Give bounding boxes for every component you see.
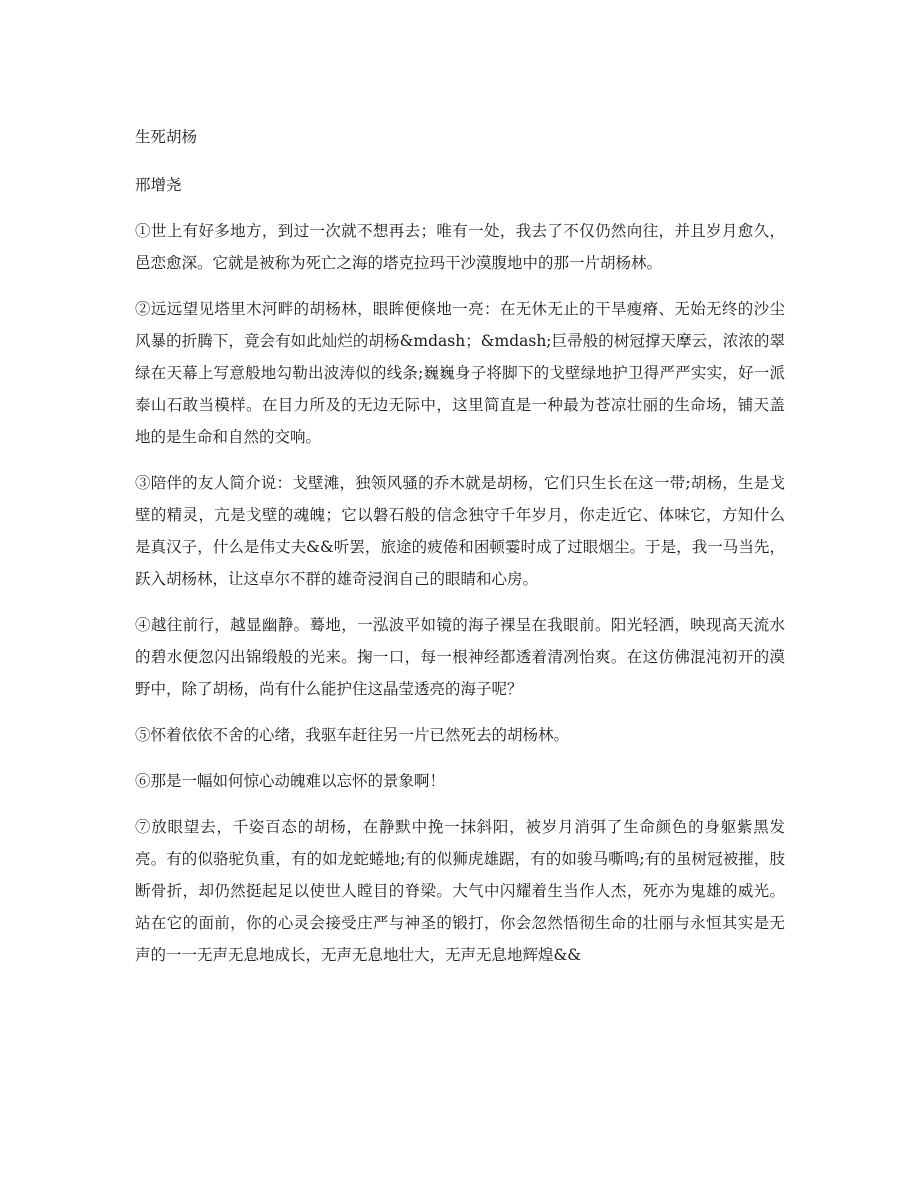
- paragraph-1: ①世上有好多地方，到过一次就不想再去；唯有一处，我去了不仅仍然向往，并且岁月愈久，邑恋愈深。它就是被称为死亡之海的塔克拉玛干沙漠腹地中的那一片胡杨林。: [135, 222, 785, 272]
- article-title: 生死胡杨: [135, 128, 198, 146]
- paragraph-3: ③陪伴的友人简介说：戈壁滩，独领风骚的乔木就是胡杨，它们只生长在这一带;胡杨，生是戈壁的精灵，亢是戈壁的魂魄；它以磐石般的信念独守千年岁月，你走近它、体味它，方知什么是真汉子，什么是伟丈夫&&听罢，旅途的疲倦和困顿霎时成了过眼烟尘。于是，我一马当先，跃入胡杨林，让这卓尔不群的雄奇浸润自己的眼睛和心房。: [135, 474, 785, 588]
- paragraph-6: ⑥那是一幅如何惊心动魄难以忘怀的景象啊！: [135, 772, 446, 790]
- paragraph-5: ⑤怀着依依不舍的心绪，我驱车赶往另一片已然死去的胡杨林。: [135, 726, 570, 744]
- paragraph-2: ②远远望见塔里木河畔的胡杨林，眼眸便倏地一亮：在无休无止的干旱瘦瘠、无始无终的沙尘风暴的折腾下，竟会有如此灿烂的胡杨&mdash；&mdash;巨帚般的树冠撑天摩云，浓浓的翠绿在天幕上写意般地勾勒出波涛似的线条;巍巍身子将脚下的戈壁绿地护卫得严严实实，好一派泰山石敢当模样。在目力所及的无边无际中，这里简直是一种最为苍凉壮丽的生命场，铺天盖地的是生命和自然的交响。: [135, 300, 785, 446]
- article-author: 邢增尧: [135, 176, 182, 194]
- paragraph-4: ④越往前行，越显幽静。蓦地，一泓波平如镜的海子裸呈在我眼前。阳光轻洒，映现高天流水的碧水便忽闪出锦缎般的光来。掬一口，每一根神经都透着清冽怡爽。在这仿佛混沌初开的漠野中，除了胡杨，尚有什么能护住这晶莹透亮的海子呢？: [135, 616, 785, 698]
- article-body: [135, 123, 785, 971]
- paragraph-7: ⑦放眼望去，千姿百态的胡杨，在静默中挽一抹斜阳，被岁月消弭了生命颜色的身躯紫黑发亮。有的似骆驼负重，有的如龙蛇蜷地;有的似狮虎雄踞，有的如骏马嘶鸣;有的虽树冠被摧，肢断骨折，却仍然挺起足以使世人瞠目的脊梁。大气中闪耀着生当作人杰，死亦为鬼雄的威光。站在它的面前，你的心灵会接受庄严与神圣的锻打，你会忽然悟彻生命的壮丽与永恒其实是无声的一一无声无息地成长，无声无息地壮大，无声无息地辉煌&&: [135, 818, 785, 964]
